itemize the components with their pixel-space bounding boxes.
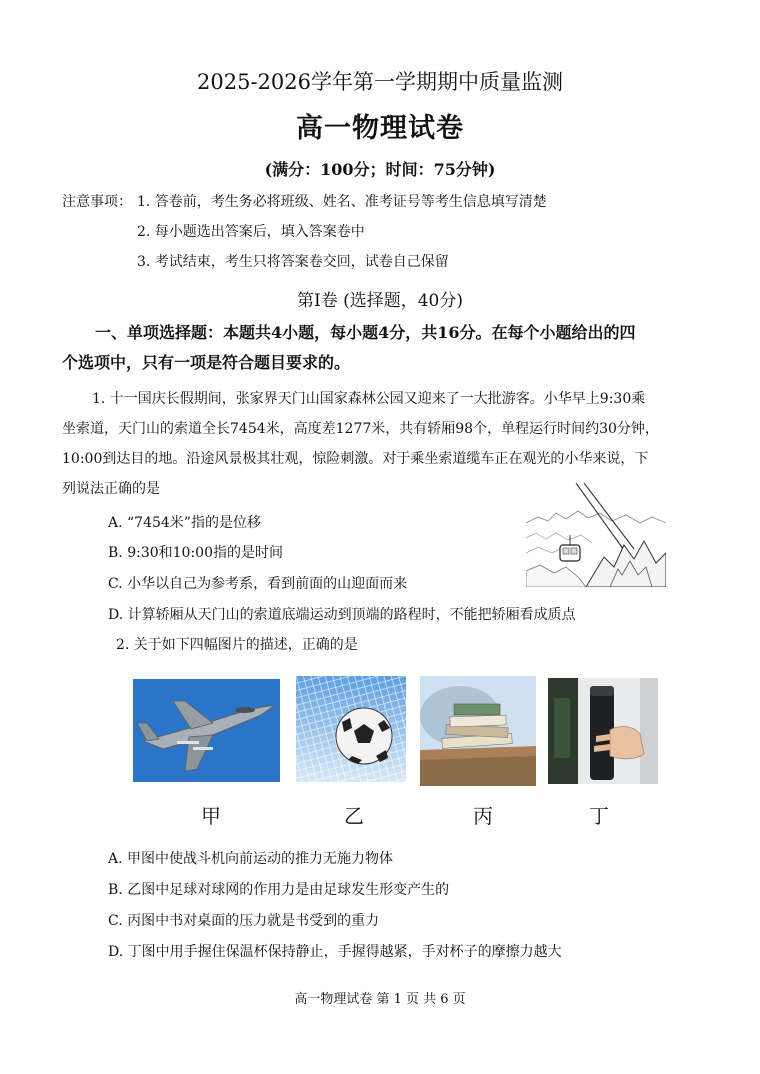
q1-option-a: A. “7454米”指的是位移 [108, 515, 261, 531]
q1-line4: 列说法正确的是 [62, 481, 160, 497]
q1-option-b: B. 9:30和10:00指的是时间 [108, 545, 283, 561]
part-heading-line1: 一、单项选择题：本题共4小题，每小题4分，共16分。在每个小题给出的四 [95, 323, 636, 342]
fighter-jet-photo [133, 679, 280, 782]
figure-label-bing: 丙 [473, 804, 493, 828]
books-table-photo [420, 676, 536, 786]
figure-label-jia: 甲 [201, 804, 221, 828]
football-net-photo [296, 676, 406, 782]
q1-option-c: C. 小华以自己为参考系，看到前面的山迎面而来 [108, 576, 408, 592]
cable-car-sketch [526, 483, 666, 587]
q1-option-d: D. 计算轿厢从天门山的索道底端运动到顶端的路程时，不能把轿厢看成质点 [108, 607, 576, 623]
thermos-hand-photo [548, 678, 658, 784]
q1-line1: 1. 十一国庆长假期间，张家界天门山国家森林公园又迎来了一大批游客。小华早上9:30乘 [92, 391, 646, 407]
exam-title: 2025-2026学年第一学期期中质量监测 [197, 70, 563, 94]
note-item: 2. 每小题选出答案后，填入答案卷中 [137, 224, 365, 240]
note-item: 3. 考试结束，考生只将答案卷交回，试卷自己保留 [137, 254, 449, 270]
q1-line2: 坐索道，天门山的索道全长7454米，高度差1277米，共有轿厢98个，单程运行时间约30分钟， [62, 421, 659, 437]
q2-option-d: D. 丁图中用手握住保温杯保持静止，手握得越紧，手对杯子的摩擦力越大 [108, 944, 562, 960]
score-time: (满分：100分；时间：75分钟) [264, 160, 496, 179]
subject-title: 高一物理试卷 [296, 113, 464, 144]
part-heading-line2: 个选项中，只有一项是符合题目要求的。 [62, 353, 351, 372]
figure-label-yi: 乙 [344, 804, 364, 828]
q1-line3: 10:00到达目的地。沿途风景极其壮观，惊险刺激。对于乘坐索道缆车正在观光的小华来说，下 [62, 451, 649, 467]
notes-label: 注意事项： [62, 194, 132, 210]
page-footer: 高一物理试卷 第 1 页 共 6 页 [294, 992, 466, 1007]
q2-option-c: C. 丙图中书对桌面的压力就是书受到的重力 [108, 913, 380, 929]
q2-option-b: B. 乙图中足球对球网的作用力是由足球发生形变产生的 [108, 882, 450, 898]
section-title: 第Ⅰ卷 (选择题，40分) [296, 291, 463, 311]
figure-label-ding: 丁 [589, 804, 609, 828]
note-item: 1. 答卷前，考生务必将班级、姓名、准考证号等考生信息填写清楚 [137, 194, 547, 210]
q2-stem: 2. 关于如下四幅图片的描述，正确的是 [116, 637, 358, 653]
q2-option-a: A. 甲图中使战斗机向前运动的推力无施力物体 [108, 851, 394, 867]
